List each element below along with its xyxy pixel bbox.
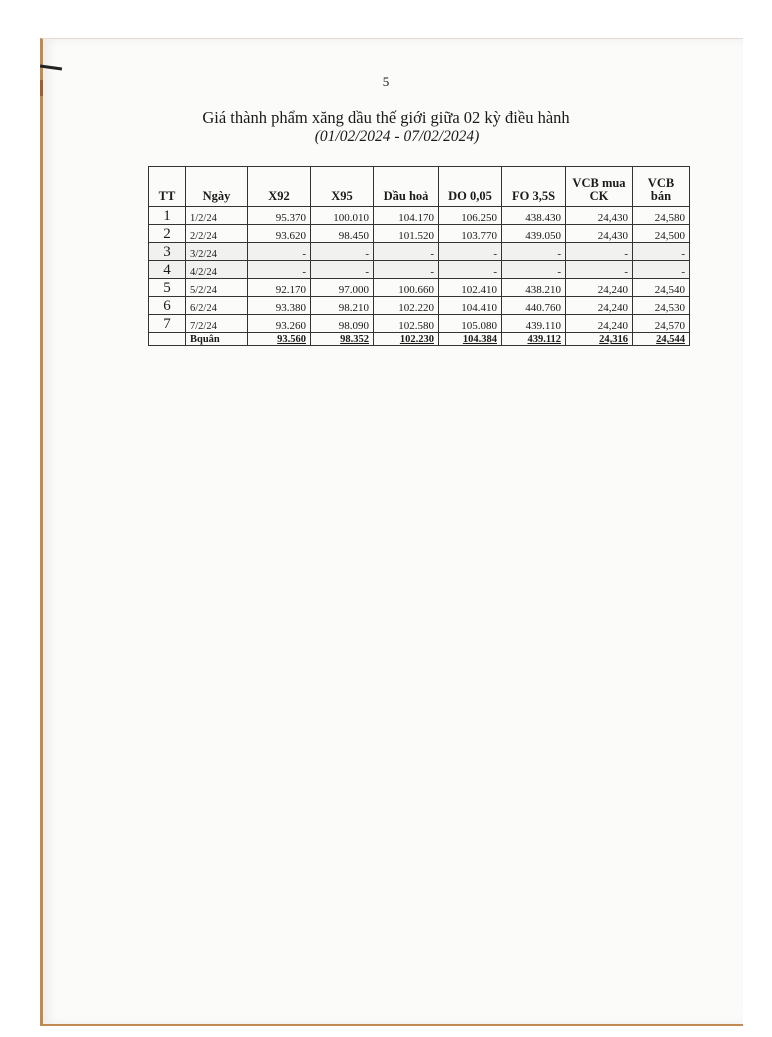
cell-x92: 93.620 — [248, 225, 311, 243]
cell-vcb-ban: 24,530 — [633, 297, 690, 315]
cell-vcb-ban: 24,580 — [633, 207, 690, 225]
cell-vcb-mua: - — [566, 261, 633, 279]
cell-tt: 6 — [149, 297, 186, 315]
cell-vcb-mua: 24,430 — [566, 207, 633, 225]
cell-do: 104.410 — [439, 297, 502, 315]
cell-x92: 93.260 — [248, 315, 311, 333]
cell-date: 1/2/24 — [186, 207, 248, 225]
avg-do: 104.384 — [439, 333, 502, 346]
table-row — [149, 207, 690, 225]
cell-dau-hoa: 100.660 — [374, 279, 439, 297]
cell-do: 102.410 — [439, 279, 502, 297]
cell-fo: 438.210 — [502, 279, 566, 297]
cell-x95: - — [311, 261, 374, 279]
cell-date: 4/2/24 — [186, 261, 248, 279]
cell-vcb-ban: - — [633, 261, 690, 279]
cell-x92: - — [248, 243, 311, 261]
document-subtitle: (01/02/2024 - 07/02/2024) — [314, 128, 480, 145]
price-table — [148, 166, 690, 346]
cell-date: 6/2/24 — [186, 297, 248, 315]
cell-dau-hoa: 104.170 — [374, 207, 439, 225]
header-do: DO 0,05 — [439, 167, 502, 207]
cell-vcb-mua: 24,240 — [566, 297, 633, 315]
cell-date: 2/2/24 — [186, 225, 248, 243]
avg-dau-hoa: 102.230 — [374, 333, 439, 346]
table-row — [149, 225, 690, 243]
cell-x92: 92.170 — [248, 279, 311, 297]
cell-tt-empty — [149, 333, 186, 346]
header-tt: TT — [149, 167, 186, 207]
cell-fo: 439.050 — [502, 225, 566, 243]
table-header-row — [149, 167, 690, 207]
cell-x95: - — [311, 243, 374, 261]
cell-do: 103.770 — [439, 225, 502, 243]
cell-x95: 98.450 — [311, 225, 374, 243]
cell-x95: 100.010 — [311, 207, 374, 225]
cell-date: 7/2/24 — [186, 315, 248, 333]
avg-x92: 93.560 — [248, 333, 311, 346]
table-row — [149, 243, 690, 261]
cell-vcb-mua: 24,240 — [566, 279, 633, 297]
avg-x95: 98.352 — [311, 333, 374, 346]
cell-fo: 439.110 — [502, 315, 566, 333]
cell-dau-hoa: - — [374, 261, 439, 279]
cell-x92: 93.380 — [248, 297, 311, 315]
table-row — [149, 297, 690, 315]
cell-dau-hoa: 101.520 — [374, 225, 439, 243]
average-label: Bquân — [186, 333, 248, 346]
cell-vcb-mua: 24,240 — [566, 315, 633, 333]
cell-dau-hoa: 102.220 — [374, 297, 439, 315]
cell-vcb-mua: - — [566, 243, 633, 261]
cell-vcb-ban: 24,500 — [633, 225, 690, 243]
cell-tt: 7 — [149, 315, 186, 333]
header-fo: FO 3,5S — [502, 167, 566, 207]
avg-vcb-ban: 24,544 — [633, 333, 690, 346]
cell-tt: 2 — [149, 225, 186, 243]
cell-fo: - — [502, 243, 566, 261]
cell-tt: 3 — [149, 243, 186, 261]
cell-tt: 4 — [149, 261, 186, 279]
cell-vcb-ban: - — [633, 243, 690, 261]
avg-vcb-mua: 24,316 — [566, 333, 633, 346]
cell-dau-hoa: 102.580 — [374, 315, 439, 333]
cell-x92: 95.370 — [248, 207, 311, 225]
table-row — [149, 315, 690, 333]
cell-dau-hoa: - — [374, 243, 439, 261]
cell-fo: 440.760 — [502, 297, 566, 315]
cell-x95: 97.000 — [311, 279, 374, 297]
cell-x95: 98.210 — [311, 297, 374, 315]
header-date: Ngày — [186, 167, 248, 207]
header-x95: X95 — [311, 167, 374, 207]
cell-do: - — [439, 261, 502, 279]
table-row — [149, 261, 690, 279]
header-x92: X92 — [248, 167, 311, 207]
cell-date: 3/2/24 — [186, 243, 248, 261]
header-vcb-mua: VCB mua CK — [566, 167, 633, 207]
cell-vcb-mua: 24,430 — [566, 225, 633, 243]
cell-date: 5/2/24 — [186, 279, 248, 297]
cell-fo: - — [502, 261, 566, 279]
cell-vcb-ban: 24,540 — [633, 279, 690, 297]
cell-do: 105.080 — [439, 315, 502, 333]
cell-do: 106.250 — [439, 207, 502, 225]
document-title: Giá thành phẩm xăng dầu thế giới giữa 02 kỳ điều hành — [202, 108, 570, 127]
cell-tt: 5 — [149, 279, 186, 297]
cell-do: - — [439, 243, 502, 261]
cell-x95: 98.090 — [311, 315, 374, 333]
table-row — [149, 279, 690, 297]
cell-x92: - — [248, 261, 311, 279]
average-row — [149, 333, 690, 346]
cell-vcb-ban: 24,570 — [633, 315, 690, 333]
avg-fo: 439.112 — [502, 333, 566, 346]
cell-tt: 1 — [149, 207, 186, 225]
page-number: 5 — [382, 74, 390, 89]
header-dau-hoa: Dầu hoả — [374, 167, 439, 207]
cell-fo: 438.430 — [502, 207, 566, 225]
header-vcb-ban: VCB bán — [633, 167, 690, 207]
